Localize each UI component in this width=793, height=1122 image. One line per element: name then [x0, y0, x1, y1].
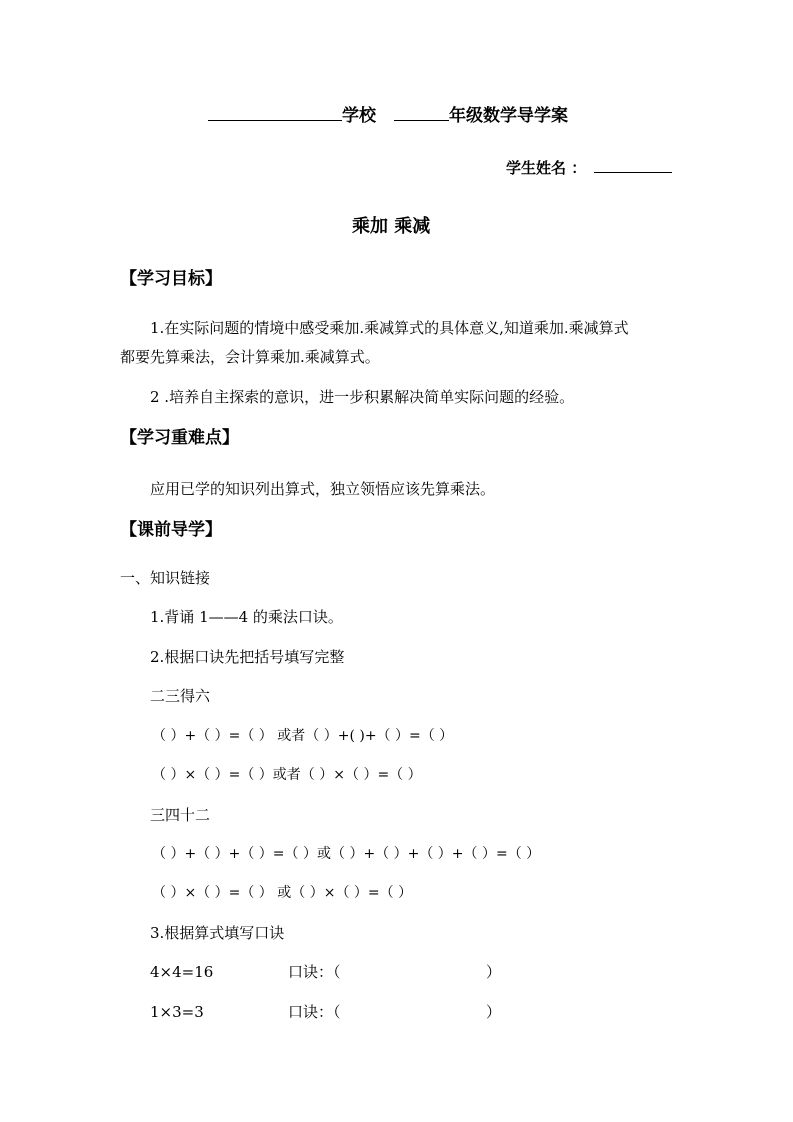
school-suffix: 学校: [342, 106, 376, 126]
eq2-answer[interactable]: [288, 1001, 341, 1023]
objective-1a: 1.在实际问题的情境中感受乘加.乘减算式的具体意义,知道乘加.乘减算式: [150, 319, 629, 337]
student-name-label: 学生姓名 ：: [506, 159, 587, 177]
objective-2: 2 .培养自主探索的意识，进一步积累解决简单实际问题的经验。: [150, 388, 575, 406]
preview-heading: 【课前导学】: [120, 520, 222, 540]
header-school-grade: [208, 102, 568, 127]
eq2-close: ）: [486, 1003, 502, 1021]
eq1-row: [150, 961, 213, 983]
grade-blank[interactable]: [394, 102, 449, 121]
eq1-answer[interactable]: [288, 961, 341, 983]
student-name-row: [506, 154, 672, 179]
rhyme1-line1[interactable]: （ ）+（ ）=（ ） 或者（ ）+( )+（ ）=（ ）: [152, 728, 454, 744]
part1-title: 一、知识链接: [120, 569, 211, 587]
item1: 1.背诵 1——4 的乘法口诀。: [150, 608, 343, 626]
objectives-heading: 【学习目标】: [120, 269, 222, 289]
item2: 2.根据口诀先把括号填写完整: [150, 648, 345, 666]
school-blank[interactable]: [208, 102, 342, 121]
eq1-close: ）: [486, 963, 502, 981]
rhyme1: 二三得六: [150, 687, 211, 705]
rhyme2-line2[interactable]: （ ）×（ ）=（ ） 或（ ）×（ ）=（ ）: [152, 885, 413, 901]
eq1: 4×4=16: [150, 963, 214, 981]
rhyme2-line1[interactable]: （ ）+（ ）+（ ）=（ ）或（ ）+（ ）+（ ）+（ ）=（ ）: [152, 846, 541, 862]
lesson-title: 乘加 乘减: [352, 216, 431, 237]
grade-suffix: 年级数学导学案: [449, 106, 568, 126]
objective-1b: 都要先算乘法，会计算乘加.乘减算式。: [120, 348, 380, 366]
student-name-blank[interactable]: [594, 154, 672, 173]
eq2-row: [150, 1001, 204, 1023]
eq2: 1×3=3: [150, 1003, 204, 1021]
key-points-heading: 【学习重难点】: [120, 428, 239, 448]
rhyme1-line2[interactable]: （ ）×（ ）=（ ）或者（ ）×（ ）=（ ）: [152, 767, 422, 783]
eq2-label: 口诀：（: [288, 1003, 341, 1021]
key-points-text: 应用已学的知识列出算式，独立领悟应该先算乘法。: [150, 480, 496, 498]
item3: 3.根据算式填写口诀: [150, 924, 285, 942]
eq1-label: 口诀：（: [288, 963, 341, 981]
rhyme2: 三四十二: [150, 806, 211, 824]
